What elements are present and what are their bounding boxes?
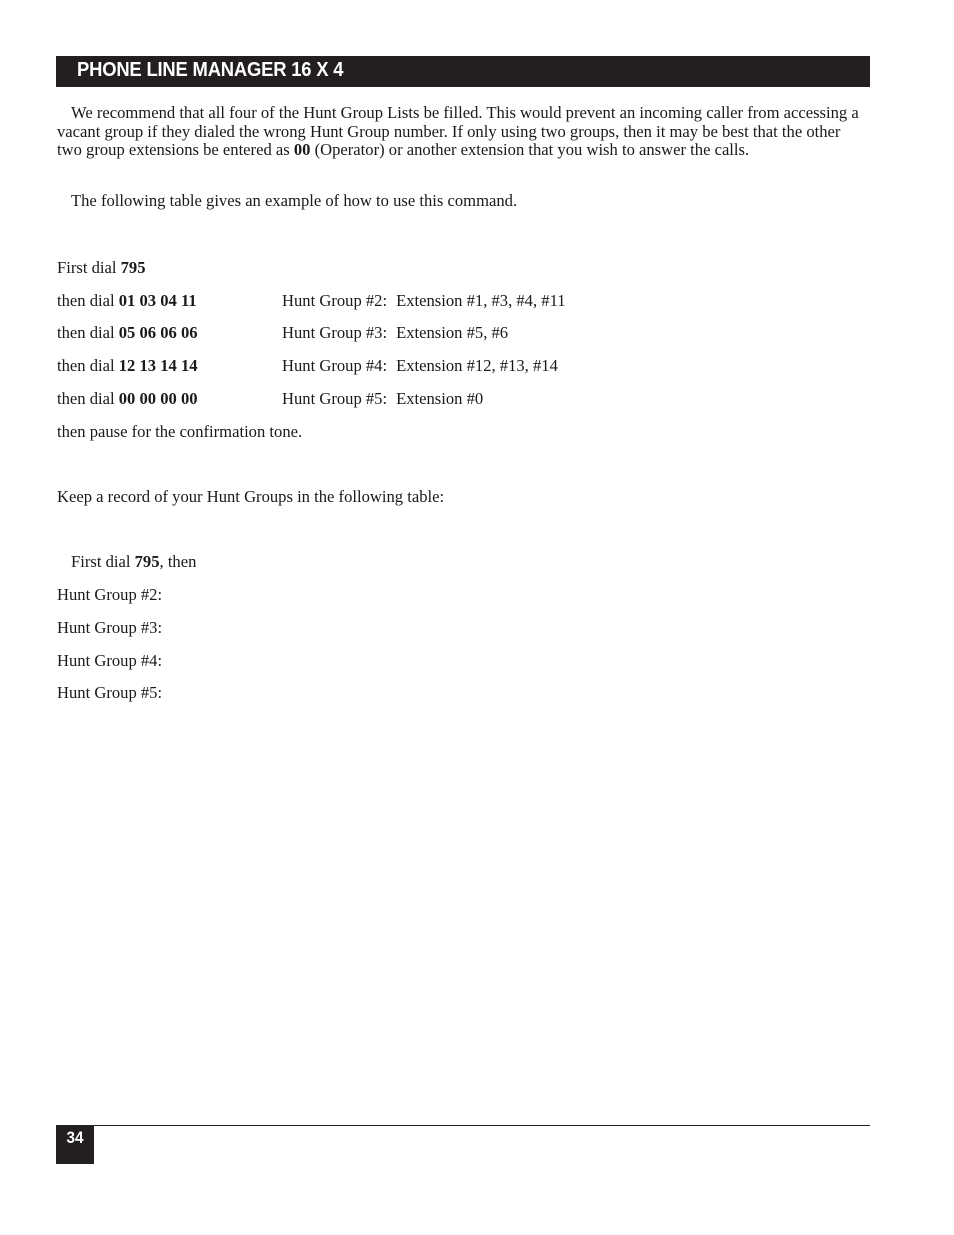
record-hunt-group: Hunt Group #3:: [57, 618, 163, 637]
dial-label: then dial: [57, 291, 119, 310]
operator-code: 00: [293, 140, 311, 159]
example-row-description: [282, 291, 566, 310]
example-first-dial: [57, 258, 146, 277]
first-dial-code: 795: [120, 258, 146, 277]
page-number-box: [56, 1125, 94, 1164]
table-intro-paragraph: The following table gives an example of how to use this command.: [71, 191, 518, 210]
example-row: [57, 389, 198, 408]
example-closing: then pause for the confirmation tone.: [57, 422, 303, 441]
extension-list: Extension #5, #6: [396, 323, 509, 342]
record-intro: Keep a record of your Hunt Groups in the following table:: [57, 487, 445, 506]
first-dial-code: 795: [134, 552, 160, 571]
dial-code: 01 03 04 11: [118, 291, 197, 310]
record-hunt-group: Hunt Group #4:: [57, 651, 163, 670]
example-row: [57, 356, 198, 375]
page-title: PHONE LINE MANAGER 16 X 4: [77, 59, 344, 81]
hunt-group-label: Hunt Group #3:: [282, 323, 388, 342]
intro-text-before: We recommend that all four of the Hunt Group Lists be filled. This would prevent an incoming caller from accessing a vacant group if they dialed the wrong Hunt Group number. If only using two groups, then it may be best that the other two group extensions be entered as: [57, 103, 859, 159]
hunt-group-label: Hunt Group #4:: [282, 356, 388, 375]
intro-text-after: (Operator) or another extension that you wish to answer the calls.: [310, 140, 750, 159]
hunt-group-label: Hunt Group #5:: [282, 389, 388, 408]
example-row-description: [282, 356, 558, 375]
dial-code: 12 13 14 14: [118, 356, 198, 375]
hunt-group-label: Hunt Group #2:: [282, 291, 388, 310]
page-number: 34: [66, 1128, 84, 1147]
dial-code: 00 00 00 00: [118, 389, 198, 408]
example-row-description: [282, 323, 508, 342]
first-dial-label: First dial: [57, 258, 121, 277]
dial-label: then dial: [57, 389, 119, 408]
header-bar: [56, 56, 870, 87]
example-row: [57, 323, 198, 342]
record-hunt-group: Hunt Group #5:: [57, 683, 163, 702]
intro-paragraph: [57, 104, 863, 160]
example-row: [57, 291, 197, 310]
extension-list: Extension #1, #3, #4, #11: [396, 291, 566, 310]
example-row-description: [282, 389, 483, 408]
dial-label: then dial: [57, 356, 119, 375]
extension-list: Extension #12, #13, #14: [396, 356, 558, 375]
record-hunt-group: Hunt Group #2:: [57, 585, 163, 604]
dial-label: then dial: [57, 323, 119, 342]
first-dial-suffix: , then: [159, 552, 197, 571]
first-dial-label: First dial: [71, 552, 135, 571]
dial-code: 05 06 06 06: [118, 323, 198, 342]
extension-list: Extension #0: [396, 389, 484, 408]
record-first-dial: [71, 552, 196, 571]
footer-rule: [56, 1125, 870, 1126]
